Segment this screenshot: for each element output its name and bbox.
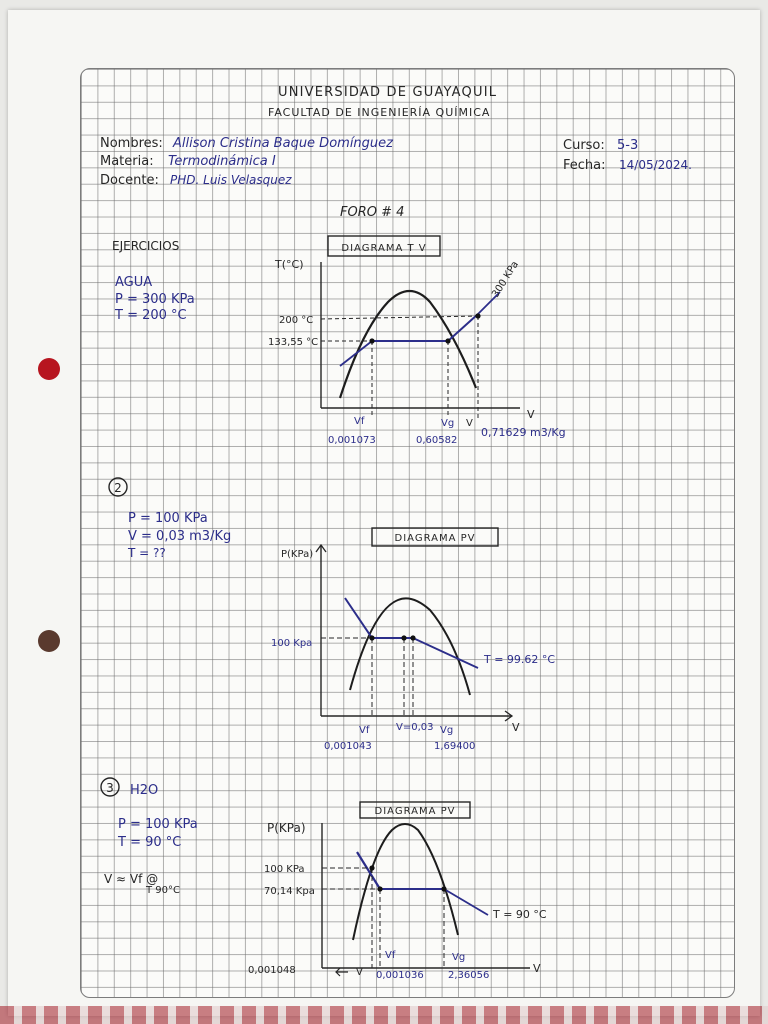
pv2-x-label: V	[533, 962, 541, 975]
pv-diagram-2	[248, 802, 547, 981]
pv2-saturation-dome	[353, 824, 458, 940]
p2-pressure: P = 100 KPa	[128, 511, 208, 526]
tv-isobar-vapor	[448, 314, 478, 341]
exercises-heading: EJERCICIOS	[112, 239, 180, 253]
teacher-label: Docente:	[100, 173, 159, 188]
p3-number: 3	[106, 781, 114, 795]
pv-diagram-1	[271, 528, 555, 752]
pv2-point-state	[369, 865, 374, 870]
p3-approx-line1: V ≈ Vf @	[104, 872, 159, 886]
p3-approx-line2: T 90°C	[146, 885, 180, 896]
p2-number: 2	[114, 481, 122, 495]
pv1-vf-value: 0,001043	[324, 741, 372, 752]
pv1-isotherm-liquid	[345, 598, 372, 638]
pv1-point-vf	[369, 635, 374, 640]
pv2-vg-label: Vg	[452, 952, 466, 963]
pv2-y-label: P(KPa)	[267, 821, 306, 835]
p1-pressure: P = 300 KPa	[115, 292, 195, 307]
tv-vg-value: 0,60582	[416, 435, 458, 446]
pv1-vg-value: 1,69400	[434, 741, 476, 752]
pv2-tick-sat: 70,14 Kpa	[264, 886, 315, 897]
pv1-point-state	[401, 635, 406, 640]
course-value: 5-3	[617, 138, 639, 153]
tv-200c-dashed	[321, 316, 478, 319]
date-label: Fecha:	[563, 158, 606, 173]
tv-point-vg	[445, 338, 450, 343]
tv-point-state	[475, 313, 480, 318]
pv2-title: DIAGRAMA PV	[374, 806, 456, 817]
tv-v-label: V	[466, 418, 473, 429]
tv-y-label: T(°C)	[275, 258, 304, 271]
tv-vf-value: 0,001073	[328, 435, 376, 446]
pv2-point-vg	[441, 886, 446, 891]
pv2-isotherm-vapor	[444, 889, 488, 915]
tv-point-vf	[369, 338, 374, 343]
pv1-x-label: V	[512, 721, 520, 734]
course-label: Curso:	[563, 138, 605, 153]
pv1-vg-label: Vg	[440, 725, 454, 736]
university-title: UNIVERSIDAD DE GUAYAQUIL	[278, 85, 498, 100]
tv-isobar-liquid	[340, 341, 372, 366]
tv-tick-200c: 200 °C	[279, 315, 314, 326]
name-label: Nombres:	[100, 136, 163, 151]
p2-temperature: T = ??	[128, 546, 166, 560]
tv-saturation-dome	[340, 291, 476, 398]
p3-pressure: P = 100 KPa	[118, 817, 198, 832]
pv1-title: DIAGRAMA PV	[394, 533, 476, 544]
p2-volume: V = 0,03 m3/Kg	[128, 529, 232, 544]
p3-substance: H2O	[130, 783, 159, 798]
pv2-v-value-left: 0,001048	[248, 965, 296, 976]
pv1-y-label: P(KPa)	[281, 549, 314, 560]
pv2-vf-value: 0,001036	[376, 970, 424, 981]
pv1-v-label: V=0,03	[396, 722, 434, 733]
pv2-v-label: V	[356, 967, 363, 978]
pv2-left-arrow-icon	[336, 968, 348, 976]
tv-vg-label: Vg	[441, 418, 455, 429]
pv1-vf-label: Vf	[359, 725, 370, 736]
tv-title: DIAGRAMA T V	[341, 243, 427, 254]
p1-substance: AGUA	[115, 275, 153, 290]
forum-title: FORO # 4	[340, 205, 405, 220]
pv2-vg-value: 2,36056	[448, 970, 490, 981]
pv2-point-vf	[377, 886, 382, 891]
tv-v-value: 0,71629 m3/Kg	[481, 426, 566, 439]
tv-tick-sat: 133,55 °C	[268, 337, 319, 348]
pv2-vf-label: Vf	[385, 950, 396, 961]
faculty-title: FACULTAD DE INGENIERÍA QUÍMICA	[268, 106, 491, 119]
pv1-point-vg	[410, 635, 415, 640]
pv2-isotherm-label: T = 90 °C	[493, 908, 547, 921]
pv1-isotherm-vapor	[413, 638, 478, 668]
tv-diagram	[268, 236, 566, 446]
tv-x-label: V	[527, 408, 535, 421]
p3-temperature: T = 90 °C	[118, 835, 182, 850]
p1-temperature: T = 200 °C	[115, 308, 187, 323]
tv-vf-label: Vf	[354, 416, 365, 427]
subject-value: Termodinámica I	[168, 154, 276, 169]
pv1-isotherm-label: T = 99.62 °C	[484, 653, 556, 666]
pv2-tick-100kpa: 100 KPa	[264, 864, 305, 875]
pv1-tick-100kpa: 100 Kpa	[271, 638, 313, 649]
tv-isobar-label: 300 KPa	[490, 259, 522, 300]
pv1-saturation-dome	[350, 598, 470, 695]
subject-label: Materia:	[100, 154, 154, 169]
date-value: 14/05/2024.	[619, 158, 692, 172]
teacher-value: PHD. Luis Velasquez	[170, 173, 292, 187]
name-value: Allison Cristina Baque Domínguez	[173, 136, 393, 151]
